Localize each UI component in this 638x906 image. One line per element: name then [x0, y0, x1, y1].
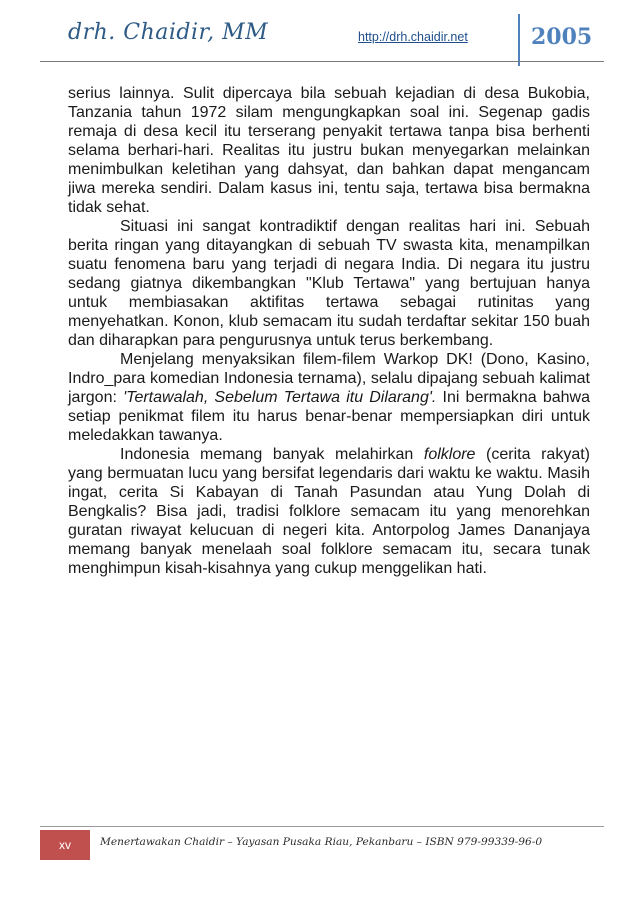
- body-text: [68, 84, 590, 578]
- paragraph-4-folklore: folklore: [423, 446, 476, 463]
- footer-book-info: Menertawakan Chaidir – Yayasan Pusaka Riau, Pekanbaru – ISBN 979-99339-96-0: [100, 836, 543, 848]
- footer-page-number: xv: [40, 830, 90, 860]
- header-year: 2005: [531, 24, 593, 50]
- paragraph-3-text-b: Ini bermakna bahwa setiap penikmat filem itu harus benar-benar mempersiapkan diri untuk meledakkan tawanya.: [68, 389, 591, 444]
- paragraph-1-text: serius lainnya. Sulit dipercaya bila sebuah kejadian di desa Bukobia, Tanzania tahun 1972 silam mengungkapkan soal ini. Segenap gadis remaja di desa kecil itu terserang penyakit tertawa tanpa bisa berhenti selama berhari-hari. Realitas itu justru bukan menyegarkan melainkan menimbulkan keletihan yang dahsyat, dan bahkan dapat mengancam jiwa mereka sendiri. Dalam kasus ini, tentu saja, tertawa bisa bermakna tidak sehat.: [68, 85, 590, 216]
- footer-rule: [40, 826, 604, 827]
- paragraph-4-text-b: (cerita rakyat) yang bermuatan lucu yang bersifat legendaris dari waktu ke waktu. Masih ingat, cerita Si Kabayan di Tanah Pasundan atau Yung Dolah di Bengkalis? Bisa jadi, tradisi folklore semacam itu yang menorehkan guratan riwayat kelucuan di negeri kita. Antorpolog James Dananjaya memang banyak menelaah soal folklore semacam itu, secara tunak menghimpun kisah-kisahnya yang cukup menggelikan hati.: [68, 446, 590, 577]
- header-author: drh. Chaidir, MM: [68, 20, 269, 45]
- paragraph-3-jargon: 'Tertawalah, Sebelum Tertawa itu Dilarang'.: [123, 389, 437, 406]
- header-rule: [40, 61, 604, 62]
- paragraph-2-text: Situasi ini sangat kontradiktif dengan realitas hari ini. Sebuah berita ringan yang ditayangkan di sebuah TV swasta kita, menampilkan suatu fenomena baru yang terjadi di negara India. Di negara itu justru sedang giatnya dikembangkan "Klub Tertawa" yang bertujuan hanya untuk membiasakan aktifitas tertawa sebagai rutinitas yang menyehatkan. Konon, klub semacam itu sudah terdaftar sekitar 150 buah dan diharapkan para pengurusnya untuk terus berkembang.: [68, 218, 590, 349]
- paragraph-1: [68, 84, 590, 217]
- paragraph-4: [68, 445, 590, 578]
- paragraph-2: [68, 217, 590, 350]
- header-url-link[interactable]: http://drh.chaidir.net: [358, 30, 468, 44]
- paragraph-4-text-a: Indonesia memang banyak melahirkan: [120, 446, 424, 463]
- header-divider: [518, 14, 520, 66]
- paragraph-3: [68, 350, 590, 445]
- paragraph-3-text-a: Menjelang menyaksikan filem-filem Warkop DK! (Dono, Kasino, Indro_para komedian Indonesia ternama), selalu dipajang sebuah kalimat jargon:: [68, 351, 590, 406]
